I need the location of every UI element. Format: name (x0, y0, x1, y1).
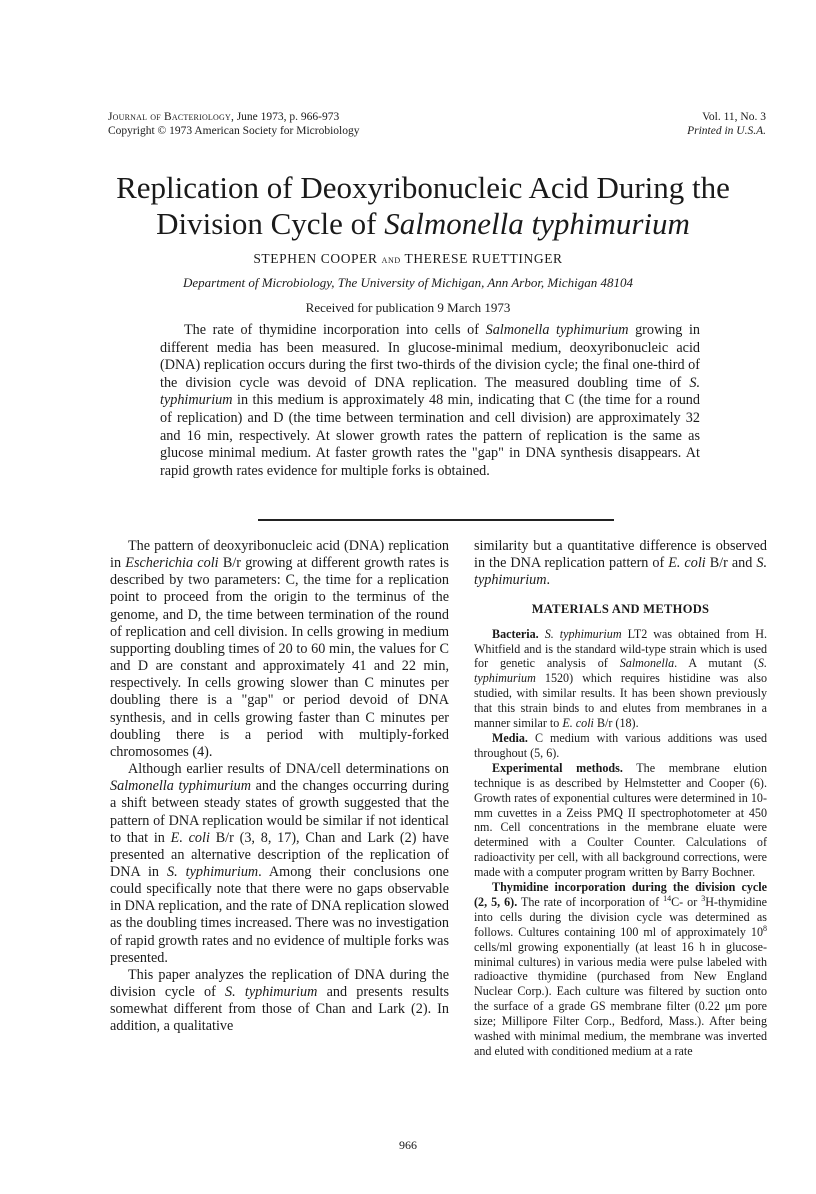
text-span: LT2 was obtained from H. Whitfield and is the standard wild-type strain which is used for genetic analysis of (474, 626, 767, 671)
text-span: m pore size; Millipore Filter Corp., Bedford, Mass.). After being washed with minimal medium, the membrane was inverted and eluted with conditioned medium at a rate (474, 999, 768, 1058)
run-in-heading: Bacteria. (492, 626, 539, 641)
title-organism: Salmonella typhimurium (384, 206, 690, 241)
text-span: and presents results somewhat different from those of Chan and Lark (2). In addition, a qualitative (110, 984, 449, 1035)
left-column (110, 538, 449, 1036)
text-span: B/r growing at different growth rates is described by two parameters: C, the time for a replication point to proceed from the origin to the terminus of the genome, and D, the time between termination of the round of replication and cell division. In cells growing in medium supporting doubling times of 20 to 60 min, the values for C and D are constant and approximately 41 and 22 min, respectively. In cells growing slower than C minutes per doubling there is a "gap" or period devoid of DNA synthesis, and in cells growing faster than C minutes per doubling there is a period with multiply-forked chromosomes (4). (110, 555, 449, 760)
run-in-heading: Thymidine incorporation during the division cycle (2, 5, 6). (474, 880, 767, 909)
experimental-methods-paragraph (474, 761, 767, 880)
title-line-2: Division Cycle of (156, 206, 385, 241)
run-in-heading: Media. (492, 730, 528, 745)
abstract (160, 322, 700, 480)
isotope-superscript: 3 (701, 893, 706, 903)
exponent-superscript: 8 (763, 923, 767, 933)
page-number: 966 (399, 1138, 417, 1152)
text-span: . (546, 572, 551, 589)
organism-name: S. typhimurium (167, 863, 259, 880)
received-date: Received for publication 9 March 1973 (305, 300, 511, 315)
author-list (0, 251, 816, 267)
abstract-organism-2: S. typhimurium (160, 374, 700, 409)
organism-name: Salmonella (619, 656, 675, 671)
text-span: . Among their conclusions one could specifically note that there were no gaps observable in DNA replication, and the rate of DNA replication slowed as the doubling times increased. There was no investigation of rapid growth rates and no evidence of multiple forks was presented. (110, 863, 449, 966)
micro-symbol: μ (724, 999, 732, 1014)
journal-header (108, 110, 359, 138)
author-conjunction: and (381, 254, 401, 266)
title-line-1: Replication of Deoxyribonucleic Acid During the (116, 170, 730, 205)
abstract-text-1: The rate of thymidine incorporation into cells of (184, 322, 486, 338)
run-in-heading: Experimental methods. (492, 760, 623, 775)
text-span: C medium with various additions was used throughout (5, 6). (474, 730, 767, 760)
author-2: THERESE RUETTINGER (404, 251, 563, 266)
intro-paragraph-3 (110, 967, 449, 1036)
bacteria-paragraph (474, 627, 767, 731)
text-span: This paper analyzes the replication of DNA during the division cycle of (110, 966, 449, 1001)
isotope-superscript: 14 (663, 893, 672, 903)
text-span: 1520) which requires histidine was also studied, with similar results. It has been shown previously that this strain binds to and elutes from membranes in a manner similar to (474, 671, 767, 731)
text-span: B/r (18). (593, 716, 639, 731)
text-span: B/r (3, 8, 17), Chan and Lark (2) have presented an alternative description of the replication of DNA in (110, 829, 449, 880)
affiliation: Department of Microbiology, The University of Michigan, Ann Arbor, Michigan 48104 (182, 275, 634, 290)
text-span: The pattern of deoxyribonucleic acid (DNA) replication in (110, 538, 449, 572)
intro-paragraph-1 (110, 538, 449, 761)
article-title (50, 170, 796, 242)
author-1: STEPHEN COOPER (253, 251, 378, 266)
organism-name: E. coli (562, 716, 594, 731)
text-span: similarity but a quantitative difference is observed in the DNA replication pattern of (474, 538, 767, 572)
text-span: The rate of incorporation of (517, 894, 664, 909)
abstract-organism-1: Salmonella typhimurium (485, 322, 629, 338)
journal-name: Journal of Bacteriology (108, 111, 231, 123)
text-span: Although earlier results of DNA/cell determinations on (128, 761, 449, 778)
text-span: cells/ml growing exponentially (at least 16 h in glucose-minimal cultures) in various media were pulse labeled with radioactive thymidine (purchased from New England Nuclear Corp.). Each culture was filtered by suction onto the surface of a grade GS membrane filter (0.22 (474, 939, 767, 1014)
abstract-text-2: growing in different media has been measured. In glucose-minimal medium, deoxyribonucleic acid (DNA) replication occurs during the first two-thirds of the division cycle; the final one-third of the division cycle was devoid of DNA replication. The measured doubling time of (160, 322, 700, 391)
abstract-divider (258, 519, 614, 521)
issue-pages: , June 1973, p. 966-973 (230, 111, 340, 123)
thymidine-paragraph (474, 880, 767, 1059)
text-span: B/r and (705, 555, 757, 572)
volume-header (687, 110, 766, 138)
organism-name: S. typhimurium (474, 656, 767, 686)
intro-continuation (474, 538, 767, 589)
text-span: The membrane elution technique is as described by Helmstetter and Cooper (6). Growth rates of exponential cultures were determined in 10-mm cuvettes in a Zeiss PMQ II spectrophotometer at 450 nm. Cell concentrations in the membrane eluate were determined with a Coulter Counter. Calculations of radioactivity per cell, with all background corrections, were made with a computer program written by Barry Bochner. (474, 760, 767, 880)
section-heading-methods: MATERIALS AND METHODS (531, 602, 710, 617)
text-span: and the changes occurring during a shift between steady states of growth suggested that the pattern of DNA replication would be similar if not identical to that in (110, 778, 449, 846)
organism-name: S. typhimurium (474, 555, 767, 589)
copyright-line: Copyright © 1973 American Society for Microbiology (108, 125, 360, 137)
methods-section (474, 627, 767, 1059)
media-paragraph (474, 731, 767, 761)
organism-name: Salmonella typhimurium (110, 778, 251, 795)
organism-name: S. typhimurium (225, 984, 318, 1001)
organism-name: Escherichia coli (125, 555, 219, 572)
organism-name: S. typhimurium (544, 626, 622, 641)
organism-name: E. coli (170, 829, 210, 846)
printed-in: Printed in U.S.A. (687, 125, 766, 137)
abstract-text-3: in this medium is approximately 48 min, indicating that C (the time for a round of replication) and D (the time between termination and cell division) are approximately 32 and 16 min, respectively. At slower growth rates the pattern of replication is the same as glucose minimal medium. At faster growth rates the "gap" in DNA synthesis disappears. At rapid growth rates evidence for multiple forks is obtained. (160, 392, 700, 479)
right-column (474, 538, 767, 1059)
text-span: . A mutant ( (674, 656, 758, 671)
intro-paragraph-2 (110, 761, 449, 967)
text-span: H-thymidine into cells during the division cycle was determined as follows. Cultures containing 100 ml of approximately 10 (474, 894, 768, 939)
volume-number: Vol. 11, No. 3 (702, 111, 766, 123)
organism-name: E. coli (668, 555, 706, 572)
text-span: C- or (671, 894, 702, 909)
